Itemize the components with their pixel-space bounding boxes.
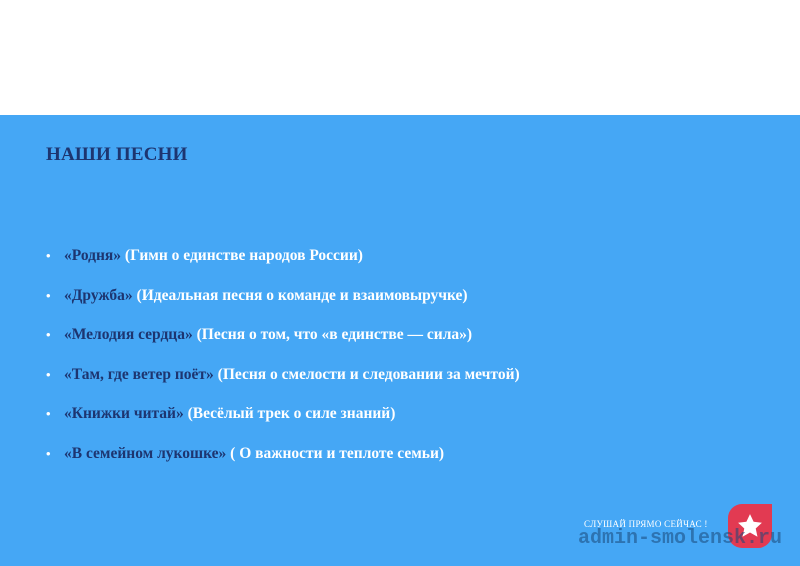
- list-item: [46, 322, 520, 362]
- top-blank-area: [0, 0, 800, 115]
- bullet: •: [46, 366, 51, 382]
- list-item: [46, 441, 520, 481]
- page-title: НАШИ ПЕСНИ: [46, 144, 188, 165]
- song-title: «Родня»: [64, 247, 122, 264]
- song-title: «Мелодия сердца»: [64, 326, 193, 343]
- list-item: [46, 243, 520, 283]
- bullet: •: [46, 445, 51, 461]
- song-description: (Песня о смелости и следовании за мечтой): [213, 365, 520, 383]
- song-title: «Там, где ветер поёт»: [64, 365, 214, 383]
- watermark: admin-smolensk.ru: [578, 527, 783, 550]
- bullet: •: [46, 327, 51, 342]
- list-item: [46, 362, 520, 402]
- list-item: [46, 283, 520, 323]
- song-description: (Весёлый трек о силе знаний): [183, 405, 396, 422]
- bullet: •: [46, 248, 51, 263]
- bullet: •: [46, 406, 51, 421]
- listen-now-link[interactable]: СЛУШАЙ ПРЯМО СЕЙЧАС !: [584, 519, 708, 529]
- list-item: [46, 401, 520, 441]
- song-list: [46, 243, 520, 480]
- song-description: ( О важности и теплоте семьи): [226, 444, 445, 462]
- bullet: •: [46, 287, 51, 303]
- song-description: (Гимн о единстве народов России): [121, 247, 363, 264]
- songs-panel: [0, 115, 800, 566]
- song-description: (Идеальная песня о команде и взаимовыручке): [132, 286, 468, 304]
- song-title: «Книжки читай»: [64, 405, 184, 422]
- song-title: «В семейном лукошке»: [64, 444, 227, 462]
- song-title: «Дружба»: [64, 286, 133, 304]
- song-description: (Песня о том, что «в единстве — сила»): [192, 326, 473, 343]
